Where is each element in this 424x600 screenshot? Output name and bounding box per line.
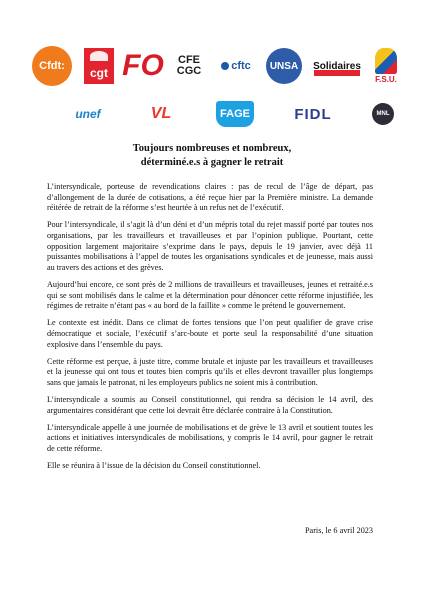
union-logos-row-top: [0, 46, 424, 86]
fidl-logo: FIDL: [294, 105, 332, 123]
fo-logo: FO: [122, 49, 164, 82]
cftc-logo: cftc: [218, 52, 254, 80]
paragraph: L’intersyndicale a soumis au Conseil constitutionnel, qui rendra sa décision le 14 avril, des argumentaires considérant que cette loi devrait être déclarée contraire à la Constitution.: [47, 395, 373, 415]
paragraph: Cette réforme est perçue, à juste titre, comme brutale et injuste par les travailleurs et travailleuses et la jeunesse qui ont tous et toutes bien compris qu’ils et elles devront travailler plus longtemps sans que jamais le patronat, ni les employeurs publics ne soient mis à contribution.: [47, 356, 373, 387]
paragraph: Pour l’intersyndicale, il s’agit là d’un déni et d’un mépris total du rejet massif porté par toutes nos organisations, par les travailleurs et travailleuses et par l’opinion publique. Pourtant, cette opposition largement majoritaire s’exprime dans le pays, depuis le 19 janvier, avec déjà 11 puissantes mobilisations à l’appel de toutes les organisations syndicales et de jeunesse, mais aussi au travers des actions et des grèves.: [47, 220, 373, 272]
unsa-logo: UNSA: [266, 48, 302, 84]
title-line-2: déterminé.e.s à gagner le retrait: [140, 157, 284, 168]
cgt-logo: cgt: [84, 48, 114, 84]
fage-logo: FAGE: [216, 101, 254, 127]
place-and-date: Paris, le 6 avril 2023: [305, 526, 373, 535]
document-title: [0, 142, 424, 170]
paragraph: L’intersyndicale appelle à une journée de mobilisations et de grève le 13 avril et soutient toutes les actions et initiatives intersyndicales de mobilisations, y compris le 14 avril, pour gagner le retrait de cette réforme.: [47, 422, 373, 454]
solidaires-logo: Solidaires: [314, 56, 360, 76]
paragraph: Elle se réunira à l’issue de la décision du Conseil constitutionnel.: [47, 461, 261, 471]
paragraph: Aujourd’hui encore, ce sont près de 2 millions de travailleurs et travailleuses, jeunes et retraité.e.s qui se sont mobilisés dans le calme et la détermination pour dénoncer cette réforme injustifiée, les régimes de retraite n’étant pas « au bord de la faillite » comme le prétend le gouvernement.: [47, 279, 373, 311]
cfdt-logo: Cfdt:: [32, 46, 72, 86]
vl-logo: VL: [150, 105, 172, 122]
title-line-1: Toujours nombreuses et nombreux,: [132, 143, 292, 154]
unef-logo: unef: [75, 107, 101, 121]
fsu-logo: F.S.U.: [372, 47, 400, 85]
paragraph: L’intersyndicale, porteuse de revendications claires : pas de recul de l’âge de départ, pas d’allongement de la durée de cotisations, a été reçue hier par la Première ministre. La demande réitérée de retrait de la réforme s’est heurtée à un refus net de l’exécutif.: [47, 182, 373, 213]
cfe-cgc-logo: CFE CGC: [176, 54, 202, 77]
union-logos-row-bottom: [0, 97, 424, 131]
fsu-emblem-icon: [375, 48, 397, 74]
press-release-body: [47, 182, 373, 478]
paragraph: Le contexte est inédit. Dans ce climat de fortes tensions que l’on peut qualifier de grave crise démocratique et sociale, l’exécutif s’arc-boute et porte seul la responsabilité d’une situation explosive dans l’ensemble du pays.: [47, 318, 373, 349]
mnl-logo: MNL: [372, 103, 394, 125]
